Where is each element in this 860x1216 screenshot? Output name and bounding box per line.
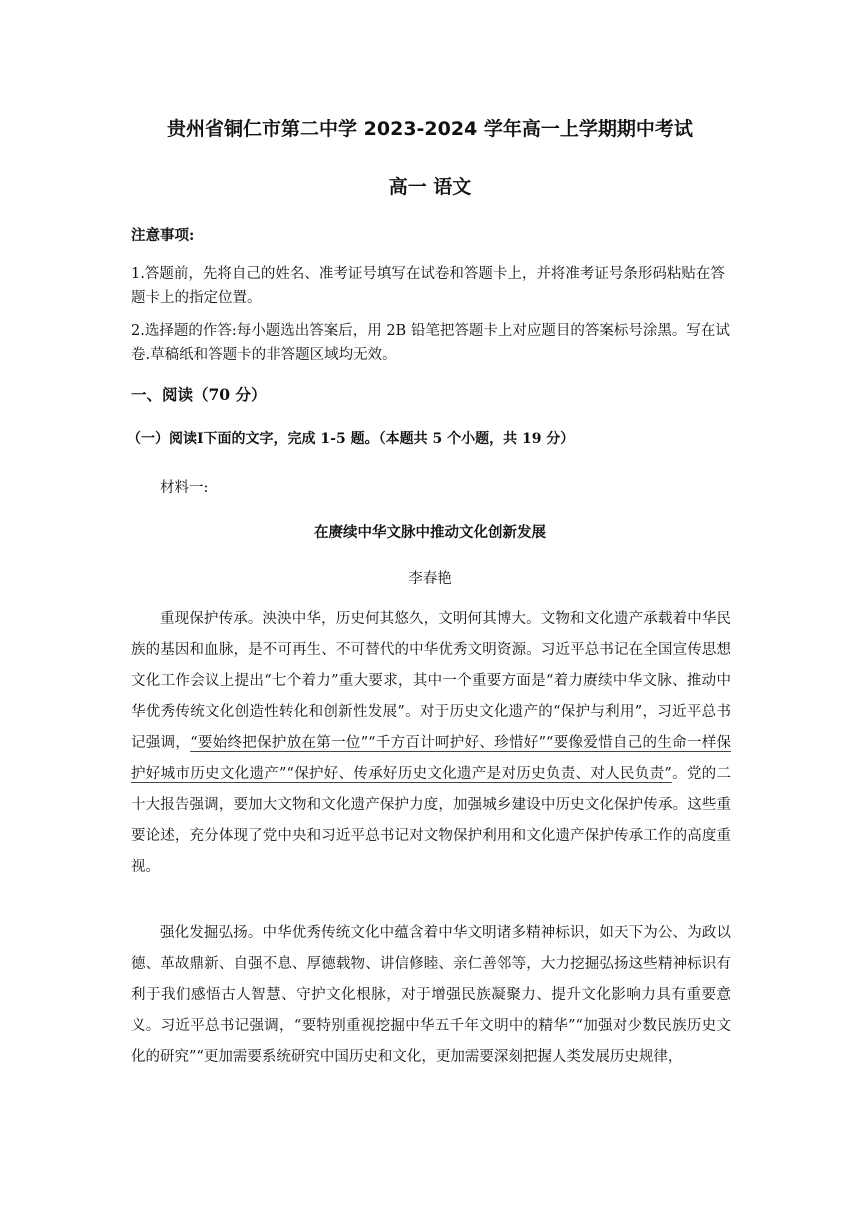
paragraph-1-text-a: 重现保护传承。泱泱中华，历史何其悠久，文明何其博大。文物和文化遗产承载着中华民族的基因和血脉，是不可再生、不可替代的中华优秀文明资源。习近平总书记在全国宣传思想文化工作会议上提出“七个着力”重大要求，其中一个重要方面是“着力赓续中华文脉、推动中华优秀传统文化创造性转化和创新性发展”。对于历史文化遗产的“保护与利用”，习近平总书记强调， xyxy=(131,611,731,751)
underlined-quote: “要始终把保护放在第一位”“千方百计呵护好、珍惜好”“要像爱惜自己的生命一样保护好城市历史文化遗产”“保护好、传承好历史文化遗产是对历史负责、对人民负责” xyxy=(131,735,732,782)
notice-heading: 注意事项: xyxy=(131,227,195,244)
material-label: 材料一: xyxy=(160,480,209,496)
section-heading: 一、阅读（70 分） xyxy=(131,385,267,404)
exam-title: 贵州省铜仁市第二中学 2023-2024 学年高一上学期期中考试 xyxy=(167,118,693,140)
paragraph-1-text-b: 。党的二十大报告强调，要加大文物和文化遗产保护力度，加强城乡建设中历史文化保护传承。这些重要论述，充分体现了党中央和习近平总书记对文物保护利用和文化遗产保护传承工作的高度重视。 xyxy=(131,766,731,875)
article-author: 李春艳 xyxy=(408,571,452,587)
notice-item-1: 1.答题前，先将自己的姓名、准考证号填写在试卷和答题卡上，并将准考证号条形码粘贴在答题卡上的指定位置。 xyxy=(131,266,725,306)
sub-section-heading: （一）阅读Ⅰ下面的文字，完成 1-5 题。（本题共 5 个小题，共 19 分） xyxy=(127,431,575,447)
notice-item-2: 2.选择题的作答:每小题选出答案后，用 2B 铅笔把答题卡上对应题目的答案标号涂黑。写在试卷.草稿纸和答题卡的非答题区域均无效。 xyxy=(131,323,730,363)
exam-subtitle: 高一 语文 xyxy=(388,176,472,198)
article-paragraph-2: 强化发掘弘扬。中华优秀传统文化中蕴含着中华文明诸多精神标识，如天下为公、为政以德、革故鼎新、自强不息、厚德载物、讲信修睦、亲仁善邻等，大力挖掘弘扬这些精神标识有利于我们感悟古人智慧、守护文化根脉，对于增强民族凝聚力、提升文化影响力具有重要意义。习近平总书记强调，“要特别重视挖掘中华五千年文明中的精华”“加强对少数民族历史文化的研究”“更加需要系统研究中国历史和文化，更加需要深刻把握人类发展历史规律， xyxy=(131,925,731,1065)
article-title: 在赓续中华文脉中推动文化创新发展 xyxy=(314,525,546,541)
article-paragraph-1 xyxy=(131,604,731,883)
